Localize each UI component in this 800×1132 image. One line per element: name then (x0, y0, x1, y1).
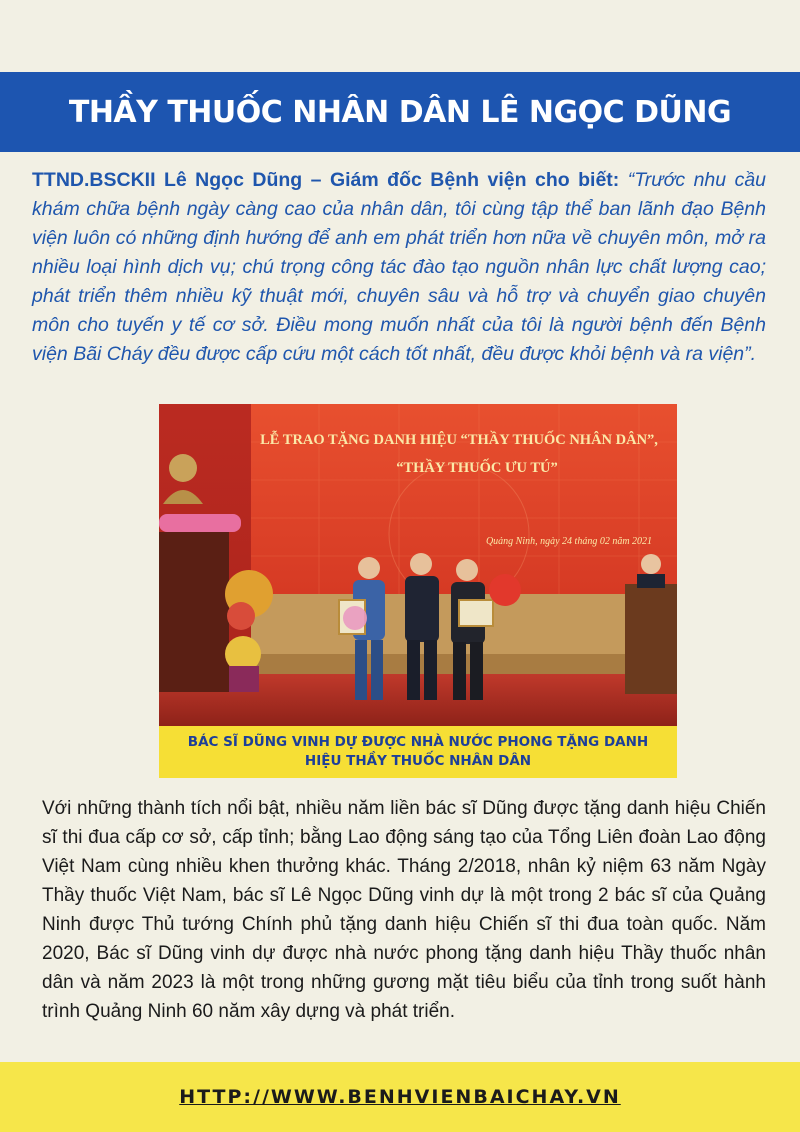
podium (625, 584, 677, 694)
bust-statue (169, 454, 197, 482)
quote-lead: TTND.BSCKII Lê Ngọc Dũng – Giám đốc Bệnh viện cho biết: (32, 169, 620, 191)
photo-caption-text: BÁC SĨ DŨNG VINH DỰ ĐƯỢC NHÀ NƯỚC PHONG TẶNG DANH HIỆU THẦY THUỐC NHÂN DÂN (187, 734, 649, 769)
photo-illustration (159, 404, 677, 726)
banner-line2: “THẦY THUỐC ƯU TÚ” (396, 460, 558, 476)
page-title: THẦY THUỐC NHÂN DÂN LÊ NGỌC DŨNG (68, 94, 732, 130)
quote-text: “Trước nhu cầu khám chữa bệnh ngày càng cao của nhân dân, tôi cùng tập thể ban lãnh đạo Bệnh viện luôn có những định hướng để anh em phát triển hơn nữa về chuyên môn, mở ra nhiều loại hình dịch vụ; chú trọng công tác đào tạo nguồn nhân lực chất lượng cao; phát triển thêm nhiều kỹ thuật mới, chuyên sâu và hỗ trợ và chuyển giao chuyên môn cho tuyến y tế cơ sở. Điều mong muốn nhất của tôi là người bệnh đến Bệnh viện Bãi Cháy đều được cấp cứu một cách tốt nhất, đều được khỏi bệnh và ra viện”. (32, 169, 767, 365)
title-band (0, 72, 800, 152)
photo-caption (159, 726, 677, 778)
quote-paragraph (32, 166, 766, 369)
footer-band (0, 1062, 800, 1132)
body-paragraph: Với những thành tích nổi bật, nhiều năm liền bác sĩ Dũng được tặng danh hiệu Chiến sĩ thi đua cấp cơ sở, cấp tỉnh; bằng Lao động sáng tạo của Tổng Liên đoàn Lao động Việt Nam cùng nhiều khen thưởng khác. Tháng 2/2018, nhân kỷ niệm 63 năm Ngày Thầy thuốc Việt Nam, bác sĩ Lê Ngọc Dũng vinh dự là một trong 2 bác sĩ của Quảng Ninh được Thủ tướng Chính phủ tặng danh hiệu Chiến sĩ thi đua toàn quốc. Năm 2020, Bác sĩ Dũng vinh dự được nhà nước phong tặng danh hiệu Thầy thuốc nhân dân và năm 2023 là một trong những gương mặt tiêu biểu của tỉnh trong suốt hành trình Quảng Ninh 60 năm xây dựng và phát triển. (42, 798, 766, 1022)
flower-arrangement (159, 514, 241, 532)
website-link[interactable]: HTTP://WWW.BENHVIENBAICHAY.VN (179, 1086, 621, 1108)
banner-date: Quảng Ninh, ngày 24 tháng 02 năm 2021 (485, 536, 653, 547)
banner-line1: LỄ TRAO TẶNG DANH HIỆU “THẦY THUỐC NHÂN DÂN”, (260, 432, 658, 448)
award-ceremony-photo (159, 404, 677, 726)
